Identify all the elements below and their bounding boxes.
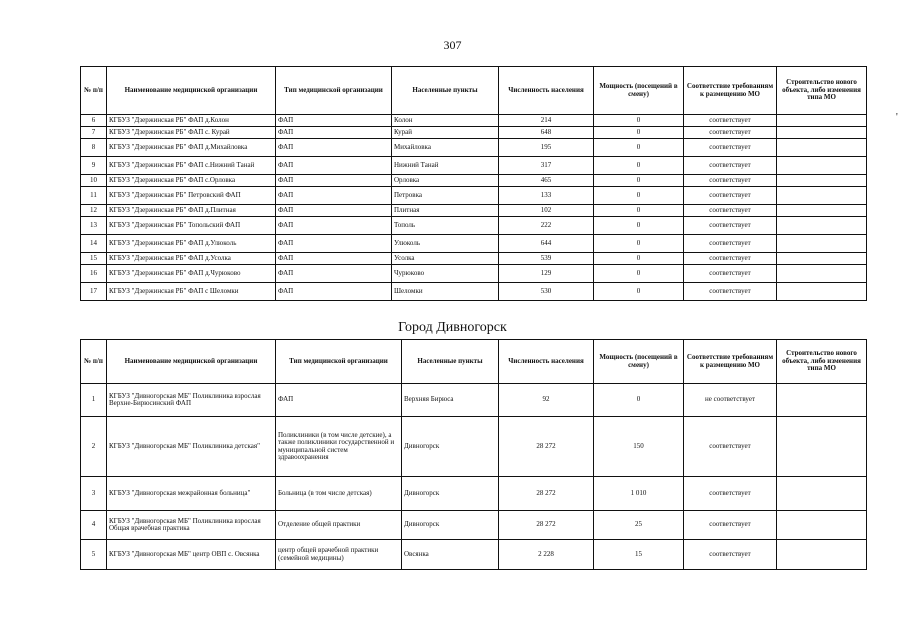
cell-capacity: 0 [594, 175, 684, 187]
cell-construction [777, 175, 867, 187]
table-row [81, 417, 867, 477]
cell-population: 92 [499, 384, 594, 417]
cell-population: 530 [499, 283, 594, 301]
table-row [81, 235, 867, 253]
table-row [81, 477, 867, 511]
cell-population: 539 [499, 253, 594, 265]
header-population: Численность населения [499, 67, 594, 115]
cell-org: КГБУЗ "Дзержинская РБ" ФАП д.Михайловка [107, 139, 276, 157]
cell-compliance: соответствует [684, 477, 777, 511]
cell-compliance: соответствует [684, 127, 777, 139]
cell-settlement: Дивногорск [402, 417, 499, 477]
cell-capacity: 0 [594, 384, 684, 417]
cell-num: 9 [81, 157, 107, 175]
cell-settlement: Плитная [392, 205, 499, 217]
cell-compliance: соответствует [684, 235, 777, 253]
cell-compliance: соответствует [684, 139, 777, 157]
cell-num: 4 [81, 511, 107, 540]
facilities-table-2 [80, 339, 867, 570]
cell-construction [777, 265, 867, 283]
cell-org: КГБУЗ "Дзержинская РБ" ФАП д.Усолка [107, 253, 276, 265]
cell-num: 17 [81, 283, 107, 301]
cell-org: КГБУЗ "Дзержинская РБ" ФАП с. Курай [107, 127, 276, 139]
cell-construction [777, 253, 867, 265]
cell-settlement: Петровка [392, 187, 499, 205]
cell-type: Отделение общей практики [276, 511, 402, 540]
cell-type: ФАП [276, 127, 392, 139]
cell-org: КГБУЗ "Дзержинская РБ" Топольский ФАП [107, 217, 276, 235]
header-num: № п/п [81, 67, 107, 115]
cell-type: ФАП [276, 384, 402, 417]
table-row [81, 205, 867, 217]
cell-population: 195 [499, 139, 594, 157]
header-capacity: Мощность (посещений в смену) [594, 67, 684, 115]
header-type: Тип медицинской организации [276, 340, 402, 384]
cell-settlement: Колон [392, 115, 499, 127]
cell-org: КГБУЗ "Дзержинская РБ" ФАП с.Орловка [107, 175, 276, 187]
cell-capacity: 0 [594, 253, 684, 265]
cell-population: 133 [499, 187, 594, 205]
table-row [81, 265, 867, 283]
cell-compliance: соответствует [684, 417, 777, 477]
cell-org: КГБУЗ "Дивногорская МБ" Поликлиника взрослая Общая врачебная практика [107, 511, 276, 540]
cell-org: КГБУЗ "Дивногорская межрайонная больница" [107, 477, 276, 511]
cell-construction [777, 217, 867, 235]
cell-compliance: соответствует [684, 540, 777, 570]
cell-population: 28 272 [499, 417, 594, 477]
cell-compliance: соответствует [684, 511, 777, 540]
cell-type: ФАП [276, 265, 392, 283]
header-construction: Строительство нового объекта, либо изменения типа МО [777, 67, 867, 115]
cell-num: 16 [81, 265, 107, 283]
cell-settlement: Тополь [392, 217, 499, 235]
header-compliance: Соответствие требованиям к размещению МО [684, 67, 777, 115]
header-org: Наименование медицинской организации [107, 67, 276, 115]
table-header-row [81, 340, 867, 384]
cell-org: КГБУЗ "Дзержинская РБ" Петровский ФАП [107, 187, 276, 205]
cell-capacity: 0 [594, 139, 684, 157]
cell-capacity: 15 [594, 540, 684, 570]
cell-population: 129 [499, 265, 594, 283]
cell-type: ФАП [276, 115, 392, 127]
cell-num: 3 [81, 477, 107, 511]
cell-num: 6 [81, 115, 107, 127]
table-row [81, 187, 867, 205]
cell-capacity: 0 [594, 127, 684, 139]
cell-construction [777, 139, 867, 157]
header-num: № п/п [81, 340, 107, 384]
cell-capacity: 0 [594, 187, 684, 205]
cell-compliance: соответствует [684, 205, 777, 217]
cell-capacity: 0 [594, 115, 684, 127]
cell-settlement: Нижний Танай [392, 157, 499, 175]
cell-num: 13 [81, 217, 107, 235]
cell-org: КГБУЗ "Дзержинская РБ" ФАП д.Плитная [107, 205, 276, 217]
cell-population: 222 [499, 217, 594, 235]
cell-construction [777, 540, 867, 570]
cell-population: 644 [499, 235, 594, 253]
cell-org: КГБУЗ "Дивногорская МБ" Поликлиника взрослая Верхне-Бирюсинский ФАП [107, 384, 276, 417]
cell-compliance: соответствует [684, 175, 777, 187]
cell-org: КГБУЗ "Дзержинская РБ" ФАП с Шеломки [107, 283, 276, 301]
cell-compliance: не соответствует [684, 384, 777, 417]
table-header-row [81, 67, 867, 115]
cell-construction [777, 511, 867, 540]
cell-settlement: Дивногорск [402, 477, 499, 511]
table-row [81, 127, 867, 139]
cell-type: ФАП [276, 175, 392, 187]
cell-population: 648 [499, 127, 594, 139]
header-org: Наименование медицинской организации [107, 340, 276, 384]
table-row [81, 115, 867, 127]
cell-compliance: соответствует [684, 265, 777, 283]
cell-type: ФАП [276, 157, 392, 175]
cell-num: 14 [81, 235, 107, 253]
table-row [81, 139, 867, 157]
header-type: Тип медицинской организации [276, 67, 392, 115]
facilities-table-1 [80, 66, 867, 301]
cell-settlement: Чурюково [392, 265, 499, 283]
cell-type: центр общей врачебной практики (семейной медицины) [276, 540, 402, 570]
cell-type: ФАП [276, 217, 392, 235]
cell-compliance: соответствует [684, 187, 777, 205]
cell-population: 28 272 [499, 477, 594, 511]
cell-num: 15 [81, 253, 107, 265]
header-compliance: Соответствие требованиям к размещению МО [684, 340, 777, 384]
cell-num: 5 [81, 540, 107, 570]
cell-construction [777, 157, 867, 175]
cell-population: 214 [499, 115, 594, 127]
table-row [81, 384, 867, 417]
table-row [81, 540, 867, 570]
header-settlements: Населенные пункты [392, 67, 499, 115]
table-row [81, 175, 867, 187]
cell-org: КГБУЗ "Дзержинская РБ" ФАП с.Нижний Танай [107, 157, 276, 175]
cell-capacity: 25 [594, 511, 684, 540]
cell-compliance: соответствует [684, 283, 777, 301]
cell-num: 2 [81, 417, 107, 477]
cell-capacity: 0 [594, 205, 684, 217]
cell-capacity: 0 [594, 217, 684, 235]
cell-construction [777, 205, 867, 217]
cell-org: КГБУЗ "Дивногорская МБ" центр ОВП с. Овсянка [107, 540, 276, 570]
cell-construction [777, 477, 867, 511]
cell-construction [777, 115, 867, 127]
cell-type: ФАП [276, 283, 392, 301]
cell-compliance: соответствует [684, 217, 777, 235]
cell-construction [777, 235, 867, 253]
header-population: Численность населения [499, 340, 594, 384]
cell-population: 465 [499, 175, 594, 187]
cell-org: КГБУЗ "Дзержинская РБ" ФАП д.Улюколь [107, 235, 276, 253]
cell-org: КГБУЗ "Дивногорская МБ" Поликлиника детская" [107, 417, 276, 477]
cell-population: 102 [499, 205, 594, 217]
cell-compliance: соответствует [684, 157, 777, 175]
table-row [81, 157, 867, 175]
cell-num: 1 [81, 384, 107, 417]
edge-mark: ' [896, 112, 898, 123]
table-row [81, 253, 867, 265]
cell-capacity: 0 [594, 157, 684, 175]
cell-type: ФАП [276, 205, 392, 217]
table-row [81, 511, 867, 540]
cell-construction [777, 417, 867, 477]
cell-settlement: Орловка [392, 175, 499, 187]
cell-construction [777, 283, 867, 301]
cell-num: 10 [81, 175, 107, 187]
table-row [81, 217, 867, 235]
cell-compliance: соответствует [684, 115, 777, 127]
cell-construction [777, 384, 867, 417]
cell-org: КГБУЗ "Дзержинская РБ" ФАП д.Чурюково [107, 265, 276, 283]
header-capacity: Мощность (посещений в смену) [594, 340, 684, 384]
cell-settlement: Овсянка [402, 540, 499, 570]
cell-num: 12 [81, 205, 107, 217]
cell-settlement: Курай [392, 127, 499, 139]
cell-type: ФАП [276, 187, 392, 205]
cell-capacity: 150 [594, 417, 684, 477]
cell-capacity: 0 [594, 265, 684, 283]
table-row [81, 283, 867, 301]
cell-capacity: 1 010 [594, 477, 684, 511]
cell-capacity: 0 [594, 283, 684, 301]
cell-population: 28 272 [499, 511, 594, 540]
cell-num: 7 [81, 127, 107, 139]
cell-population: 317 [499, 157, 594, 175]
cell-settlement: Шеломки [392, 283, 499, 301]
page-number: 307 [443, 38, 462, 52]
cell-type: ФАП [276, 253, 392, 265]
cell-type: Больница (в том числе детская) [276, 477, 402, 511]
cell-settlement: Дивногорск [402, 511, 499, 540]
header-settlements: Населенные пункты [402, 340, 499, 384]
cell-compliance: соответствует [684, 253, 777, 265]
cell-settlement: Михайловка [392, 139, 499, 157]
cell-type: Поликлиники (в том числе детские), а также поликлиники государственной и муниципальной систем здравоохранения [276, 417, 402, 477]
cell-num: 11 [81, 187, 107, 205]
cell-settlement: Улюколь [392, 235, 499, 253]
header-construction: Строительство нового объекта, либо изменения типа МО [777, 340, 867, 384]
cell-construction [777, 187, 867, 205]
cell-num: 8 [81, 139, 107, 157]
cell-type: ФАП [276, 235, 392, 253]
cell-capacity: 0 [594, 235, 684, 253]
cell-settlement: Верхняя Бирюса [402, 384, 499, 417]
cell-type: ФАП [276, 139, 392, 157]
cell-org: КГБУЗ "Дзержинская РБ" ФАП д.Колон [107, 115, 276, 127]
cell-construction [777, 127, 867, 139]
cell-population: 2 228 [499, 540, 594, 570]
cell-settlement: Усолка [392, 253, 499, 265]
section-title: Город Дивногорск [398, 320, 507, 335]
